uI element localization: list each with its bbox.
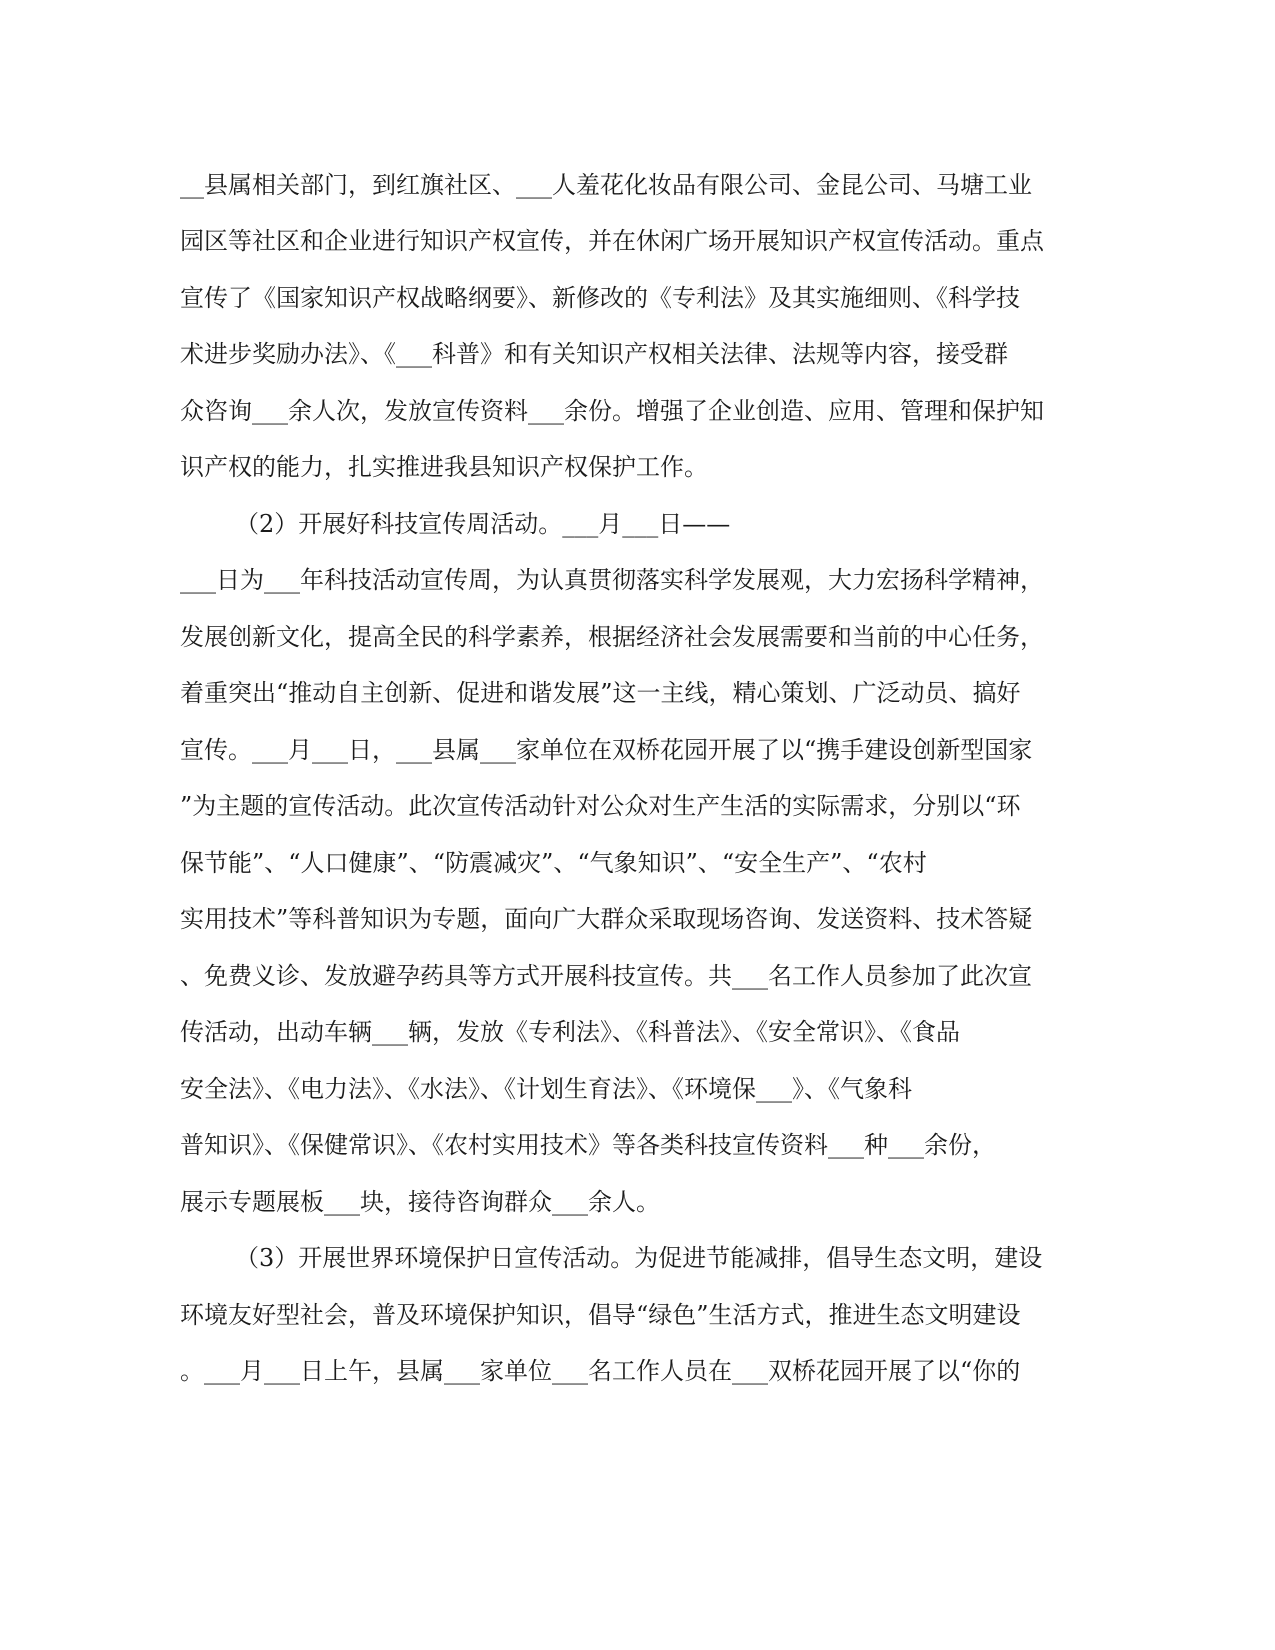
text-line: 展示专题展板___块，接待咨询群众___余人。 [180, 1188, 660, 1216]
text-line: 宣传。___月___日，___县属___家单位在双桥花园开展了以“携手建设创新型国家 [180, 736, 1033, 764]
text-line: ___日为___年科技活动宣传周，为认真贯彻落实科学发展观，大力宏扬科学精神， [180, 566, 1044, 594]
text-line: 园区等社区和企业进行知识产权宣传，并在休闲广场开展知识产权宣传活动。重点 [180, 227, 1044, 255]
paragraph-heading-3: （3）开展世界环境保护日宣传活动。为促进节能减排，倡导生态文明，建设 [235, 1244, 1043, 1272]
text-line: 发展创新文化，提高全民的科学素养，根据经济社会发展需要和当前的中心任务， [180, 623, 1044, 651]
text-line: 保节能”、“人口健康”、“防震减灾”、“气象知识”、“安全生产”、“农村 [180, 849, 927, 877]
text-line: ”为主题的宣传活动。此次宣传活动针对公众对生产生活的实际需求，分别以“环 [180, 792, 1021, 820]
text-line: 。___月___日上午，县属___家单位___名工作人员在___双桥花园开展了以“你的 [180, 1357, 1021, 1385]
text-line: 普知识》、《保健常识》、《农村实用技术》等各类科技宣传资料___种___余份， [180, 1131, 996, 1159]
text-line: __县属相关部门，到红旗社区、___人羞花化妆品有限公司、金昆公司、马塘工业 [180, 171, 1032, 199]
text-line: 环境友好型社会，普及环境保护知识，倡导“绿色”生活方式，推进生态文明建设 [180, 1301, 1021, 1329]
paragraph-heading-2: （2）开展好科技宣传周活动。___月___日—— [235, 510, 731, 538]
text-line: 众咨询___余人次，发放宣传资料___余份。增强了企业创造、应用、管理和保护知 [180, 397, 1044, 425]
text-line: 宣传了《国家知识产权战略纲要》、新修改的《专利法》及其实施细则、《科学技 [180, 284, 1020, 312]
text-line: 实用技术”等科普知识为专题，面向广大群众采取现场咨询、发送资料、技术答疑 [180, 905, 1033, 933]
text-line: 传活动，出动车辆___辆，发放《专利法》、《科普法》、《安全常识》、《食品 [180, 1018, 960, 1046]
text-line: 着重突出“推动自主创新、促进和谐发展”这一主线，精心策划、广泛动员、搞好 [180, 679, 1021, 707]
text-line: 识产权的能力，扎实推进我县知识产权保护工作。 [180, 453, 708, 481]
text-line: 、免费义诊、发放避孕药具等方式开展科技宣传。共___名工作人员参加了此次宣 [180, 962, 1032, 990]
text-line: 安全法》、《电力法》、《水法》、《计划生育法》、《环境保___》、《气象科 [180, 1075, 912, 1103]
text-line: 术进步奖励办法》、《___科普》和有关知识产权相关法律、法规等内容，接受群 [180, 340, 1008, 368]
